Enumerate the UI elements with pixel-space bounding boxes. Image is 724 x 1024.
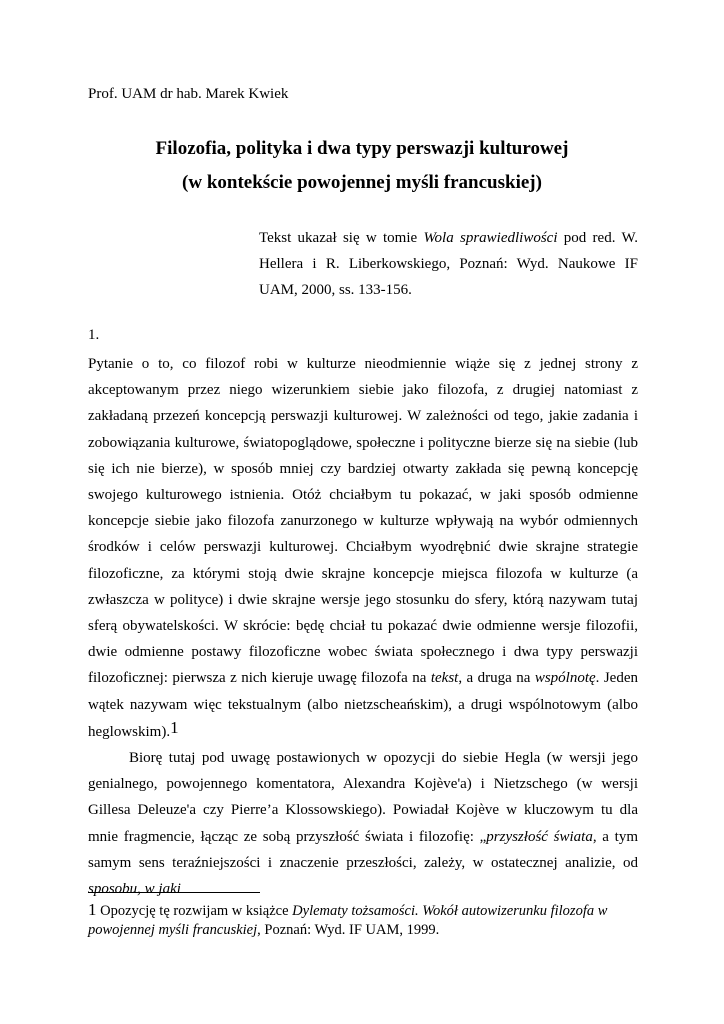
publication-note xyxy=(259,225,638,303)
footnote-text-1: Opozycję tę rozwijam w książce xyxy=(96,903,293,919)
footnote-number: 1 xyxy=(88,900,97,919)
footnote-reference[interactable]: 1 xyxy=(170,717,179,737)
footnote xyxy=(88,900,638,940)
body-text xyxy=(88,351,638,902)
p1-italic-tekst: tekst xyxy=(430,670,459,687)
p1-text-1: Pytanie o to, co filozof robi w kulturze nieodmiennie wiąże się z jednej strony z akceptowanym przez niego wizerunkiem siebie jako filozofa, z drugiej natomiast z zakładaną przezeń koncepcją perswazji kulturowej. W zależności od tego, jakie zadania i zobowiązania kulturowe, światopoglądowe, społeczne i polityczne bierze się na siebie (lub się ich nie bierze), w sposób mniej czy bardziej otwarty zakłada się pewną koncepcję swojego kulturowego istnienia. Otóż chciałbym tu pokazać, w jaki sposób odmienne koncepcje siebie jako filozofa zanurzonego w kulturze wpływają na wybór odmiennych środków i celów perswazji kulturowej. Chciałbym wyodrębnić dwie skrajne strategie filozoficzne, za którymi stoją dwie skrajne koncepcje miejsca filozofa w kulturze (a zwłaszcza w polityce) i dwie skrajne wersje jego stosunku do sfery, którą nazywam tutaj sferą obywatelskości. W skrócie: będę chciał tu pokazać dwie odmienne wersje filozofii, dwie odmienne postawy filozoficzne wobec świata społecznego i dwa typy perswazji filozoficznej: pierwsza z nich kieruje uwagę filozofa na xyxy=(88,356,638,687)
p2-text-2: , a tym samym sens teraźniejszości i znaczenie przeszłości, zależy, w ostatecznej analizie, od xyxy=(88,828,638,871)
p1-italic-wspolnote: wspólnotę xyxy=(534,670,596,687)
footnote-divider xyxy=(88,892,260,893)
p2-text-1: Biorę tutaj pod uwagę postawionych w opozycji do siebie Hegla (w wersji jego genialnego, powojennego komentatora, Alexandra Kojève'a) i Nietzschego (w wersji Gillesa Deleuze'a czy Pierre’a Klossowskiego). Powiadał Kojève w kluczowym tu dla mnie fragmencie, łącząc ze sobą przyszłość świata i filozofię: „ xyxy=(88,750,638,845)
footnote-book-title: Dylematy tożsamości. Wokół autowizerunku filozofa w powojennej myśli francuskiej xyxy=(88,903,608,938)
section-number: 1. xyxy=(88,327,100,343)
paragraph-2 xyxy=(88,745,638,902)
p2-italic-1: przyszłość świata xyxy=(486,828,593,845)
p2-italic-2: sposobu, w jaki xyxy=(88,881,181,898)
note-text-2: pod red. W. Hellera i R. Liberkowskiego, Poznań: Wyd. Naukowe IF UAM, 2000, ss. 133-156. xyxy=(259,230,638,298)
note-book-title: Wola sprawiedliwości xyxy=(423,230,558,246)
title-line-1: Filozofia, polityka i dwa typy perswazji kulturowej xyxy=(155,138,569,159)
p1-text-2: , a druga na xyxy=(458,670,535,687)
paragraph-1 xyxy=(88,351,638,745)
footnote-text-2: , Poznań: Wyd. IF UAM, 1999. xyxy=(257,922,440,938)
author-line: Prof. UAM dr hab. Marek Kwiek xyxy=(88,86,289,102)
title-line-2: (w kontekście powojennej myśli francuskiej) xyxy=(182,172,542,193)
note-text-1: Tekst ukazał się w tomie xyxy=(259,230,424,246)
p1-text-3: . Jeden wątek nazywam więc tekstualnym (albo nietzscheańskim), a drugi wspólnotowym (albo heglowskim). xyxy=(88,670,638,740)
